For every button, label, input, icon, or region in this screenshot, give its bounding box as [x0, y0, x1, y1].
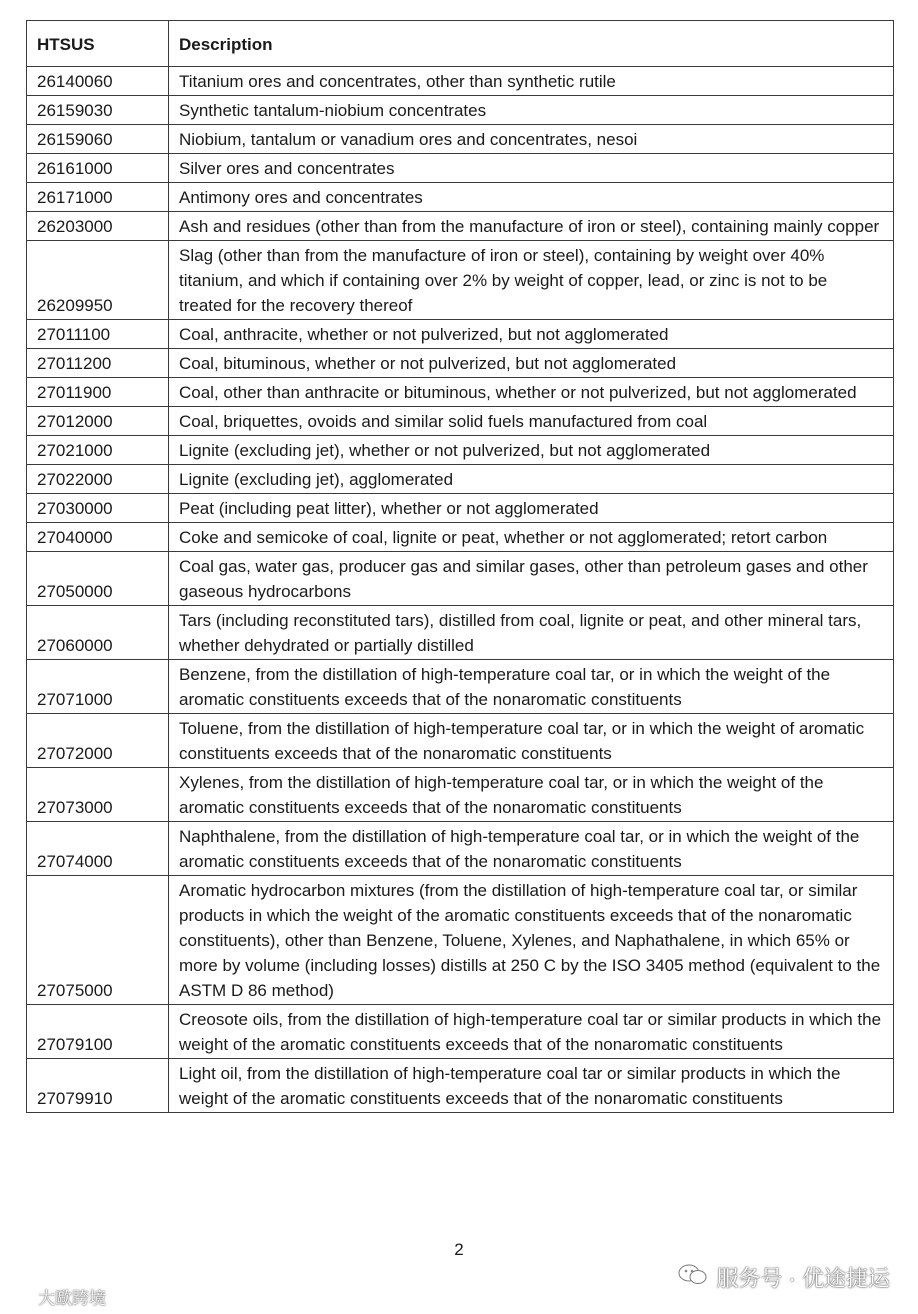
- description-cell: Coal, bituminous, whether or not pulverized, but not agglomerated: [169, 349, 894, 378]
- header-description: Description: [169, 21, 894, 67]
- page-number: 2: [454, 1240, 464, 1259]
- table-row: [27, 552, 894, 606]
- table-row: [27, 154, 894, 183]
- description-cell: Creosote oils, from the distillation of high-temperature coal tar or similar products in which the weight of the aromatic constituents exceeds that of the nonaromatic constituents: [169, 1005, 894, 1059]
- htsus-code-cell: 26209950: [27, 241, 169, 320]
- description-cell: Coal gas, water gas, producer gas and similar gases, other than petroleum gases and other gaseous hydrocarbons: [169, 552, 894, 606]
- description-cell: Coal, briquettes, ovoids and similar solid fuels manufactured from coal: [169, 407, 894, 436]
- table-row: [27, 876, 894, 1005]
- table-body: [27, 67, 894, 1113]
- description-cell: Xylenes, from the distillation of high-temperature coal tar, or in which the weight of the aromatic constituents exceeds that of the nonaromatic constituents: [169, 768, 894, 822]
- table-row: [27, 714, 894, 768]
- description-cell: Slag (other than from the manufacture of iron or steel), containing by weight over 40% titanium, and which if containing over 2% by weight of copper, lead, or zinc is not to be treated for the recovery thereof: [169, 241, 894, 320]
- description-cell: Coke and semicoke of coal, lignite or peat, whether or not agglomerated; retort carbon: [169, 523, 894, 552]
- table-row: [27, 768, 894, 822]
- htsus-code-cell: 27060000: [27, 606, 169, 660]
- htsus-code-cell: 26203000: [27, 212, 169, 241]
- description-cell: Toluene, from the distillation of high-temperature coal tar, or in which the weight of aromatic constituents exceeds that of the nonaromatic constituents: [169, 714, 894, 768]
- table-row: [27, 494, 894, 523]
- description-cell: Antimony ores and concentrates: [169, 183, 894, 212]
- htsus-code-cell: 27071000: [27, 660, 169, 714]
- htsus-code-cell: 27011200: [27, 349, 169, 378]
- table-row: [27, 96, 894, 125]
- description-cell: Peat (including peat litter), whether or not agglomerated: [169, 494, 894, 523]
- htsus-code-cell: 27072000: [27, 714, 169, 768]
- table-row: [27, 1005, 894, 1059]
- htsus-code-cell: 27075000: [27, 876, 169, 1005]
- htsus-code-cell: 27079100: [27, 1005, 169, 1059]
- description-cell: Lignite (excluding jet), agglomerated: [169, 465, 894, 494]
- description-cell: Lignite (excluding jet), whether or not pulverized, but not agglomerated: [169, 436, 894, 465]
- htsus-code-cell: 27040000: [27, 523, 169, 552]
- table-row: [27, 241, 894, 320]
- description-cell: Naphthalene, from the distillation of high-temperature coal tar, or in which the weight of the aromatic constituents exceeds that of the nonaromatic constituents: [169, 822, 894, 876]
- htsus-code-cell: 27030000: [27, 494, 169, 523]
- htsus-code-cell: 27074000: [27, 822, 169, 876]
- htsus-code-cell: 27022000: [27, 465, 169, 494]
- description-cell: Aromatic hydrocarbon mixtures (from the distillation of high-temperature coal tar, or similar products in which the weight of the aromatic constituents exceeds that of the nonaromatic constituents), other than Benzene, Toluene, Xylenes, and Naphathalene, in which 65% or more by volume (including losses) distills at 250 C by the ISO 3405 method (equivalent to the ASTM D 86 method): [169, 876, 894, 1005]
- hts-table: [26, 20, 894, 1113]
- htsus-code-cell: 27021000: [27, 436, 169, 465]
- htsus-code-cell: 26159060: [27, 125, 169, 154]
- table-header-row: [27, 21, 894, 67]
- table-row: [27, 465, 894, 494]
- table-row: [27, 436, 894, 465]
- table-row: [27, 407, 894, 436]
- table-row: [27, 660, 894, 714]
- table-row: [27, 212, 894, 241]
- description-cell: Niobium, tantalum or vanadium ores and concentrates, nesoi: [169, 125, 894, 154]
- htsus-code-cell: 27012000: [27, 407, 169, 436]
- description-cell: Tars (including reconstituted tars), distilled from coal, lignite or peat, and other mineral tars, whether dehydrated or partially distilled: [169, 606, 894, 660]
- logo-icon: [6, 1286, 34, 1307]
- table-row: [27, 125, 894, 154]
- table-row: [27, 822, 894, 876]
- table-row: [27, 349, 894, 378]
- htsus-code-cell: 26171000: [27, 183, 169, 212]
- description-cell: Ash and residues (other than from the manufacture of iron or steel), containing mainly copper: [169, 212, 894, 241]
- description-cell: Coal, other than anthracite or bituminous, whether or not pulverized, but not agglomerated: [169, 378, 894, 407]
- htsus-code-cell: 26140060: [27, 67, 169, 96]
- watermark-left: [6, 1284, 106, 1309]
- wechat-icon: [678, 1263, 708, 1293]
- description-cell: Coal, anthracite, whether or not pulverized, but not agglomerated: [169, 320, 894, 349]
- watermark-right-text: 服务号 · 优途捷运: [716, 1266, 890, 1291]
- htsus-code-cell: 27050000: [27, 552, 169, 606]
- table-row: [27, 320, 894, 349]
- header-htsus: HTSUS: [27, 21, 169, 67]
- description-cell: Synthetic tantalum-niobium concentrates: [169, 96, 894, 125]
- table-row: [27, 378, 894, 407]
- watermark-left-text: 大歐跨境: [38, 1289, 106, 1308]
- htsus-code-cell: 27011100: [27, 320, 169, 349]
- table-row: [27, 606, 894, 660]
- table-row: [27, 183, 894, 212]
- description-cell: Light oil, from the distillation of high-temperature coal tar or similar products in which the weight of the aromatic constituents exceeds that of the nonaromatic constituents: [169, 1059, 894, 1113]
- htsus-code-cell: 27079910: [27, 1059, 169, 1113]
- htsus-code-cell: 26159030: [27, 96, 169, 125]
- htsus-code-cell: 27011900: [27, 378, 169, 407]
- description-cell: Benzene, from the distillation of high-temperature coal tar, or in which the weight of the aromatic constituents exceeds that of the nonaromatic constituents: [169, 660, 894, 714]
- description-cell: Titanium ores and concentrates, other than synthetic rutile: [169, 67, 894, 96]
- watermark-right: [678, 1262, 890, 1293]
- table-row: [27, 1059, 894, 1113]
- table-row: [27, 67, 894, 96]
- htsus-code-cell: 27073000: [27, 768, 169, 822]
- htsus-code-cell: 26161000: [27, 154, 169, 183]
- table-row: [27, 523, 894, 552]
- description-cell: Silver ores and concentrates: [169, 154, 894, 183]
